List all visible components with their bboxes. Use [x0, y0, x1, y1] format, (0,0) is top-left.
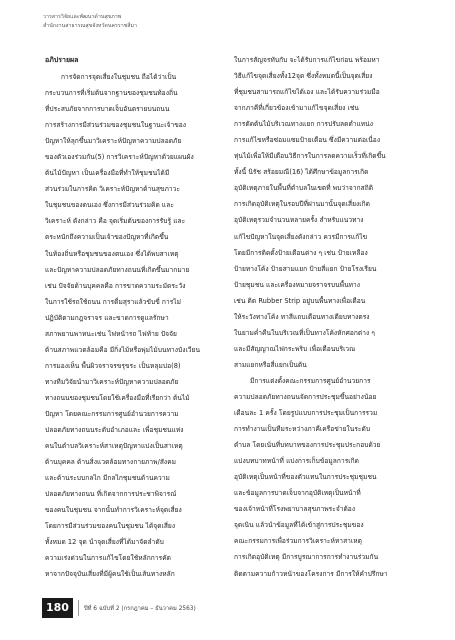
text-line: หุ่นไม้เพื่อให้มีเตือนวิธีการในการลดความเร็วที่เกิดขึ้น [234, 152, 386, 161]
text-line: ในชุมชนของตนเอง ซึ่งการมีส่วนร่วมคิด และ [45, 201, 174, 210]
text-line: ปลอดภัยทางถนน ที่เกิดจากการประชาพิจารณ์ [45, 490, 177, 499]
text-line: ความเร่งด่วนในการแก้ไขโดยใช้หลักการคัด [45, 554, 171, 563]
text-line: ป้ายทางโค้ง ป้ายสามแยก ป้ายสี่แยก ป้ายโรงเรียน [234, 264, 377, 273]
text-line: ปัญหาให้ลุกขึ้นมาวิเคราะห์ปัญหาความปลอดภัย [45, 137, 182, 146]
text-line: ตำบล โดยเน้นที่บทบาทของการประชุมประกอบด้วย [234, 441, 381, 450]
text-line: ให้ระวังทางโค้ง ทาสีแถบเตือนทางเตียบทางตรง [234, 312, 370, 321]
footer-divider [78, 600, 79, 616]
text-line: ป้ายชุมชน และเครื่องหมายจราจรบนพื้นทาง [234, 280, 361, 289]
page-number: 180 [42, 598, 73, 618]
text-line: การตัดต้นไม้บริเวณทางแยก การปรับลดตำแหน่ง [234, 120, 374, 129]
text-line: ต้นไม้ปัญหา เป็นเครื่องมือที่ทำให้ชุมชนได้มี [45, 169, 170, 178]
text-line: โดยการมีส่วนร่วมของคนในชุมชน ได้จุดเสี่ยง [45, 522, 176, 531]
text-line: การเกิดอุบัติเหตุในรอบปีที่ผ่านมานั้นจุดเสี่ยงเกิด [234, 200, 370, 209]
text-line: ของตัวเองร่วมกัน(5) การวิเคราะห์ปัญหาด้วยแผนผัง [45, 153, 194, 162]
text-line: การจัดการจุดเสี่ยงในชุมชน ถือได้ว่าเป็น [61, 73, 177, 81]
text-line: โดยมีการติดตั้งป้ายเตือนต่าง ๆ เช่น ป้ายเหลือง [234, 248, 368, 257]
publisher-name: สำนักงานสาธารณสุขจังหวัดนครราชสีมา [43, 23, 137, 29]
text-line: สภาพยานพาหนะเช่น ไฟหน้ารถ ไฟท้าย ปัจจัย [45, 329, 177, 338]
text-line: คนในตำบลวิเคราะห์สาเหตุปัญหาแบ่งเป็นสาเหตุ [45, 442, 183, 451]
journal-title: วารสารวิจัยและพัฒนาด้านสุขภาพ [43, 14, 122, 20]
text-line: ของคนในชุมชน จากนั้นทำการวิเคราะห์จุดเสี่ยง [45, 506, 182, 515]
text-line: ในท้องถิ่นหรือชุมชนของตนเอง ซึ่งได้พบสาเหตุ [45, 249, 179, 258]
text-line: ในการสัญจรทับกับ จะได้รับการแก้ไขก่อน พร้อมหา [234, 56, 380, 64]
text-line: และข้อมูลการบาดเจ็บจากอุบัติเหตุเป็นหน้าที่ [234, 489, 361, 498]
text-line: ด้านบุคคล ด้านสิ่งแวดล้อมทางกายภาพ/สังคม [45, 458, 177, 467]
section-heading: อภิปรายผล [45, 56, 79, 64]
text-line: คณะกรรมการเพื่อร่วมการวิเคราะห์หาสาเหตุ [234, 537, 362, 546]
text-line: การเกิดอุบัติเหตุ มีการบูรณาการการทำงานร่วมกัน [234, 553, 379, 562]
text-line: ปฏิบัติตามกฎจราจร และขาดการดูแลรักษา [45, 313, 169, 322]
text-line: ทั้งนี้ นิรัช สร้อยมณี(16) ได้ศึกษาข้อมูลการเกิด [234, 168, 369, 177]
text-line: การแก้ไขหรือซ่อมแซมป้ายเตือน ซึ่งมีความต่อเนื่อง [234, 136, 381, 145]
text-line: สามแยกหรือสี่แยกเป็นต้น [234, 360, 307, 369]
text-line: การสร้างการมีส่วนร่วมของชุมชนในฐานะเจ้าของ [45, 121, 187, 130]
text-line: การมองเห็น พื้นผิวจราจรขรุขระ เป็นหลุมบ่อ(8) [45, 361, 181, 370]
issue-info: ปีที่ 6 ฉบับที่ 2 (กรกฎาคม – ธันวาคม 2563) [83, 606, 196, 612]
right-column [234, 52, 420, 582]
text-line: อุบัติเหตุภายในพื้นที่ตำบลในเขตที่ พบว่าจากสถิติ [234, 184, 374, 193]
text-line: แบ่งบทบาทหน้าที่ แบ่งการเก็บข้อมูลการเกิด [234, 457, 359, 466]
text-line: แก้ไขปัญหาในจุดเสี่ยงดังกล่าว ควรมีการแก้ไข [234, 232, 368, 241]
text-line: และมีสัญญาณไฟกระพริบ เพื่อเตือนบริเวณ [234, 344, 356, 353]
text-line: ติดตามความก้าวหน้าของโครงการ มีการให้คำปรึกษา [234, 569, 388, 578]
text-line: ที่ประสบภัยจากการบาดเจ็บอันตรายบนถนน [45, 105, 170, 114]
text-line: อุบัติเหตุเป็นหน้าที่ของตัวแทนในการประชุมชุมชน [234, 473, 377, 482]
text-line: ตระหนักถึงความเป็นเจ้าของปัญหาที่เกิดขึ้น [45, 233, 169, 242]
text-line: เช่น ปัจจัยด้านบุคคลคือ การขาดความระมัดระวัง [45, 281, 186, 290]
text-line: ทางทีมวิจัยนำมาวิเคราะห์ปัญหาความปลอดภัย [45, 377, 179, 386]
left-column [45, 52, 231, 583]
text-line: จากภาคีที่เกี่ยวข้องเข้ามาแก้ไขจุดเสี่ยง เช่น [234, 104, 359, 113]
text-line: ความปลอดภัยทางถนนจัดการประชุมขึ้นอย่างน้อย [234, 392, 377, 401]
right-column-body [234, 52, 420, 582]
text-line: ของเจ้าหน้าที่โรงพยาบาลสุขภาพระจำต้อง [234, 505, 356, 514]
text-line: ทางถนนของชุมชนโดยใช้เครื่องมือที่เรียกว่า ต้นไม้ [45, 393, 190, 402]
page-footer [42, 598, 196, 618]
text-line: ทั้งหมด 12 จุด นำจุดเสี่ยงที่ได้มาจัดลำดับ [45, 538, 164, 547]
text-line: อุบัติเหตุรวมจำนวนหลายครั้ง สำหรับแนวทาง [234, 216, 364, 225]
text-line: ในยามค่ำคืนในบริเวณที่เป็นทางโค้งหักศอกต่าง ๆ [234, 328, 376, 337]
text-line: วิเคราะห์ ดังกล่าว คือ จุดเริ่มต้นของการรับรู้ และ [45, 217, 186, 226]
text-line: วิธีแก้ไขจุดเสี่ยงทั้ง12จุด ซึ่งทั้งหมดนี้เป็นจุดเสี่ยง [234, 72, 373, 81]
text-line: ปลอดภัยทางถนนระดับอำเภอและ เพื่อชุมชนแห่ง [45, 426, 184, 435]
text-line: และด้านระบบกลไก มีกลไกชุมชนด้านความ [45, 474, 170, 483]
text-line: กระบวนการที่เริ่มต้นจากฐานของชุมชนท้องถิ่น [45, 89, 178, 98]
text-line: ด้านสภาพแวดล้อมคือ มีกิ่งไม้หรือพุ่มไม้บนทางบังเวียน [45, 345, 201, 354]
text-line: ส่วนร่วมในการคิด วิเคราะห์ปัญหาด้านสุขภาวะ [45, 185, 180, 194]
text-line: จุดเนิน แล้วนำข้อมูลที่ได้เข้าสู่การประชุมของ [234, 521, 364, 530]
text-line: และปัญหาความปลอดภัยทางถนนที่เกิดขึ้นมากมาย [45, 265, 190, 274]
text-line: หาจากปัจจุบันเสี่ยงที่มีผู้คนใช้เป็นเส้นทางหลัก [45, 570, 175, 579]
text-line: ในการใช้รถใช้ถนน การดื่มสุราแล้วขับขี่ การไม่ [45, 297, 182, 306]
text-line: เช่น ติด Rubber Strip อยู่บนพื้นทางเพื่อเตือน [234, 296, 366, 305]
text-line: เดือนละ 1 ครั้ง โดยรูปแบบการประชุมเป็นการรวม [234, 409, 378, 418]
text-line: ปัญหา โดยคณะกรรมการศูนย์อำนวยการความ [45, 409, 179, 418]
left-column-body [45, 69, 231, 583]
running-header [43, 13, 343, 31]
text-line: มีการแต่งตั้งคณะกรรมการศูนย์อำนวยการ [250, 376, 371, 385]
text-line: การทำงานเป็นทีมระหว่างภาคีเครือข่ายในระดับ [234, 425, 371, 434]
text-line: ที่ชุมชนสามารถแก้ไขได้เอง และได้รับความร่วมมือ [234, 88, 380, 97]
